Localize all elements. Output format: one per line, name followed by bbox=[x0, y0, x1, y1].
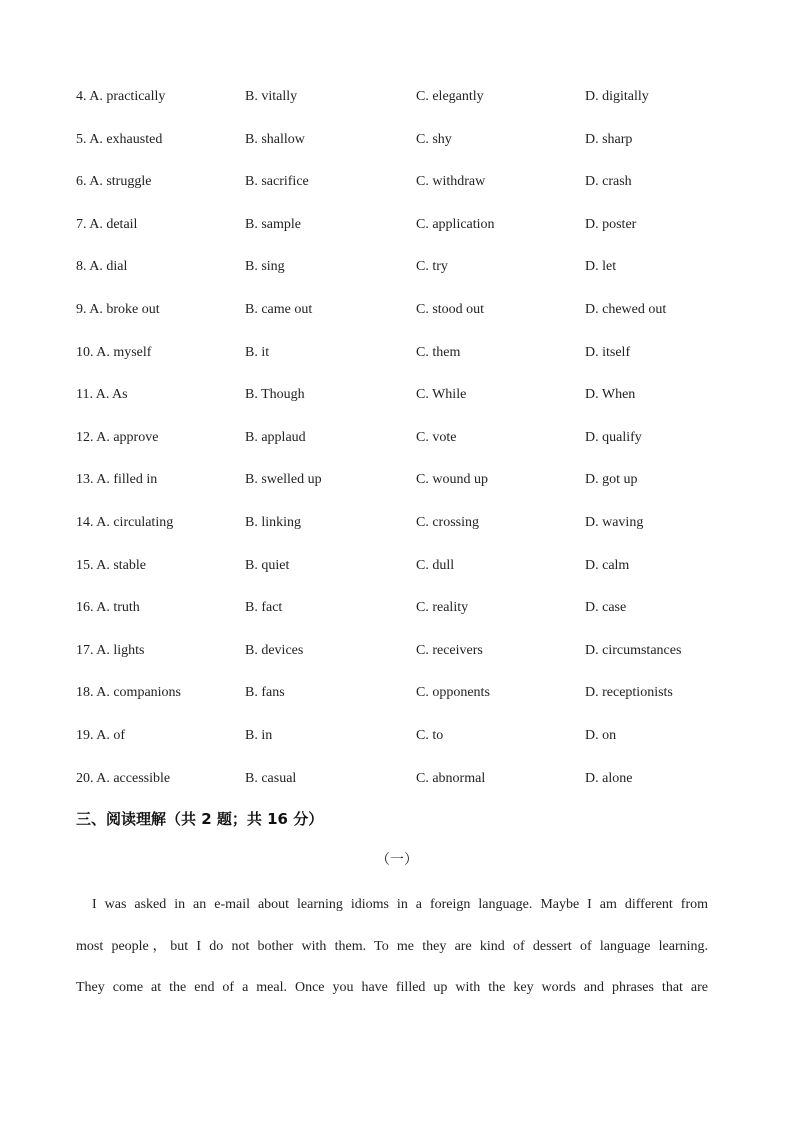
option-a-text: A. exhausted bbox=[89, 131, 163, 147]
option-a-text: A. practically bbox=[89, 89, 166, 104]
option-d: D. crash bbox=[585, 174, 632, 190]
question-row bbox=[76, 130, 756, 173]
option-b: B. applaud bbox=[245, 429, 306, 445]
option-d: D. circumstances bbox=[585, 642, 682, 658]
question-row bbox=[76, 769, 756, 812]
option-d: D. case bbox=[585, 600, 627, 616]
option-c: C. reality bbox=[416, 600, 469, 616]
option-a bbox=[76, 130, 162, 150]
option-d: D. When bbox=[585, 387, 636, 403]
option-a-text: A. As bbox=[95, 387, 128, 403]
option-a-text: A. accessible bbox=[96, 770, 171, 786]
question-number: 10. bbox=[76, 344, 94, 360]
option-a bbox=[76, 172, 151, 192]
option-a bbox=[76, 598, 140, 618]
option-c: C. receivers bbox=[416, 642, 483, 658]
option-d: D. receptionists bbox=[585, 685, 673, 701]
question-number: 6. bbox=[76, 174, 87, 190]
question-number: 20. bbox=[76, 770, 94, 786]
option-c: C. crossing bbox=[416, 514, 479, 530]
question-row bbox=[76, 172, 756, 215]
question-number: 16. bbox=[76, 600, 94, 616]
option-c: C. to bbox=[416, 727, 444, 743]
option-d: D. poster bbox=[585, 216, 637, 232]
option-c: C. wound up bbox=[416, 472, 488, 488]
option-a-text: A. stable bbox=[96, 557, 146, 573]
option-b: B. fans bbox=[245, 685, 285, 701]
option-a bbox=[76, 769, 170, 789]
option-c: C. try bbox=[416, 259, 448, 275]
question-row bbox=[76, 641, 756, 684]
option-b: B. sample bbox=[245, 216, 301, 232]
option-d: D. calm bbox=[585, 557, 630, 573]
question-row bbox=[76, 385, 756, 428]
question-number: 7. bbox=[76, 216, 87, 232]
question-row bbox=[76, 215, 756, 258]
option-a bbox=[76, 556, 146, 576]
option-a-text: A. myself bbox=[96, 344, 152, 360]
option-a-text: A. lights bbox=[96, 642, 145, 658]
option-b: B. fact bbox=[245, 600, 283, 616]
option-b: B. vitally bbox=[245, 89, 298, 104]
option-a-text: A. of bbox=[96, 727, 126, 743]
option-d: D. alone bbox=[585, 770, 633, 786]
question-row bbox=[76, 343, 756, 386]
option-a bbox=[76, 470, 157, 490]
option-b: B. came out bbox=[245, 301, 313, 317]
option-a-text: A. dial bbox=[89, 259, 128, 275]
option-c: C. abnormal bbox=[416, 770, 486, 786]
option-b: B. sing bbox=[245, 259, 285, 275]
question-number: 17. bbox=[76, 642, 94, 658]
question-row bbox=[76, 683, 756, 726]
question-number: 13. bbox=[76, 472, 94, 488]
question-row bbox=[76, 513, 756, 556]
question-number: 14. bbox=[76, 514, 94, 530]
option-d: D. qualify bbox=[585, 429, 642, 445]
question-row bbox=[76, 87, 756, 130]
option-a bbox=[76, 215, 137, 235]
option-a bbox=[76, 683, 181, 703]
option-d: D. sharp bbox=[585, 131, 633, 147]
option-c: C. application bbox=[416, 216, 495, 232]
option-b: B. Though bbox=[245, 387, 305, 403]
reading-passage bbox=[76, 895, 708, 1020]
option-d: D. digitally bbox=[585, 89, 649, 104]
question-number: 15. bbox=[76, 557, 94, 573]
option-b: B. shallow bbox=[245, 131, 305, 147]
option-c: C. stood out bbox=[416, 301, 485, 317]
option-d: D. chewed out bbox=[585, 301, 667, 317]
option-a-text: A. filled in bbox=[96, 472, 158, 488]
option-a bbox=[76, 641, 144, 661]
option-a-text: A. circulating bbox=[96, 514, 174, 530]
option-d: D. let bbox=[585, 259, 617, 275]
option-a bbox=[76, 257, 127, 277]
option-b: B. casual bbox=[245, 770, 297, 786]
question-row bbox=[76, 257, 756, 300]
question-row bbox=[76, 300, 756, 343]
question-row bbox=[76, 428, 756, 471]
question-number: 19. bbox=[76, 727, 94, 743]
option-a bbox=[76, 343, 151, 363]
passage-line: They come at the end of a meal. Once you have filled up with the key words and phrases that are bbox=[76, 980, 708, 995]
option-c: C. vote bbox=[416, 429, 457, 445]
passage-line: most people，but I do not bother with them. To me they are kind of dessert of language learning. bbox=[76, 938, 708, 954]
passage-line: I was asked in an e-mail about learning idioms in a foreign language. Maybe I am different from bbox=[92, 897, 708, 912]
option-c: C. them bbox=[416, 344, 461, 360]
option-d: D. got up bbox=[585, 472, 638, 488]
option-a-text: A. broke out bbox=[89, 301, 160, 317]
option-c: C. withdraw bbox=[416, 174, 486, 190]
option-b: B. quiet bbox=[245, 557, 290, 573]
option-a bbox=[76, 87, 165, 107]
question-number: 5. bbox=[76, 131, 87, 147]
option-a-text: A. companions bbox=[96, 685, 181, 701]
question-row bbox=[76, 598, 756, 641]
option-a bbox=[76, 726, 125, 746]
option-a-text: A. approve bbox=[96, 429, 159, 445]
option-c: C. shy bbox=[416, 131, 452, 147]
option-b: B. linking bbox=[245, 514, 302, 530]
option-b: B. swelled up bbox=[245, 472, 322, 488]
option-b: B. devices bbox=[245, 642, 304, 658]
option-a bbox=[76, 513, 173, 533]
question-number: 4. bbox=[76, 89, 87, 104]
option-c: C. opponents bbox=[416, 685, 490, 701]
option-d: D. waving bbox=[585, 514, 644, 530]
option-b: B. it bbox=[245, 344, 270, 360]
option-a-text: A. struggle bbox=[89, 174, 152, 190]
question-number: 9. bbox=[76, 301, 87, 317]
section-heading: 三、阅读理解（共 2 题；共 16 分） bbox=[76, 810, 324, 828]
option-b: B. sacrifice bbox=[245, 174, 309, 190]
question-row bbox=[76, 556, 756, 599]
question-number: 12. bbox=[76, 429, 94, 445]
option-b: B. in bbox=[245, 727, 273, 743]
question-row bbox=[76, 470, 756, 513]
option-c: C. While bbox=[416, 387, 467, 403]
option-c: C. elegantly bbox=[416, 89, 484, 104]
option-d: D. on bbox=[585, 727, 617, 743]
option-d: D. itself bbox=[585, 344, 631, 360]
question-row bbox=[76, 726, 756, 769]
option-a bbox=[76, 385, 128, 405]
passage-number: （一） bbox=[376, 853, 418, 868]
option-a bbox=[76, 300, 160, 320]
question-number: 18. bbox=[76, 685, 94, 701]
option-a-text: A. detail bbox=[89, 216, 138, 232]
option-a bbox=[76, 428, 158, 448]
question-number: 11. bbox=[76, 387, 93, 403]
option-c: C. dull bbox=[416, 557, 455, 573]
question-number: 8. bbox=[76, 259, 87, 275]
options-list bbox=[76, 87, 756, 811]
option-a-text: A. truth bbox=[96, 600, 140, 616]
